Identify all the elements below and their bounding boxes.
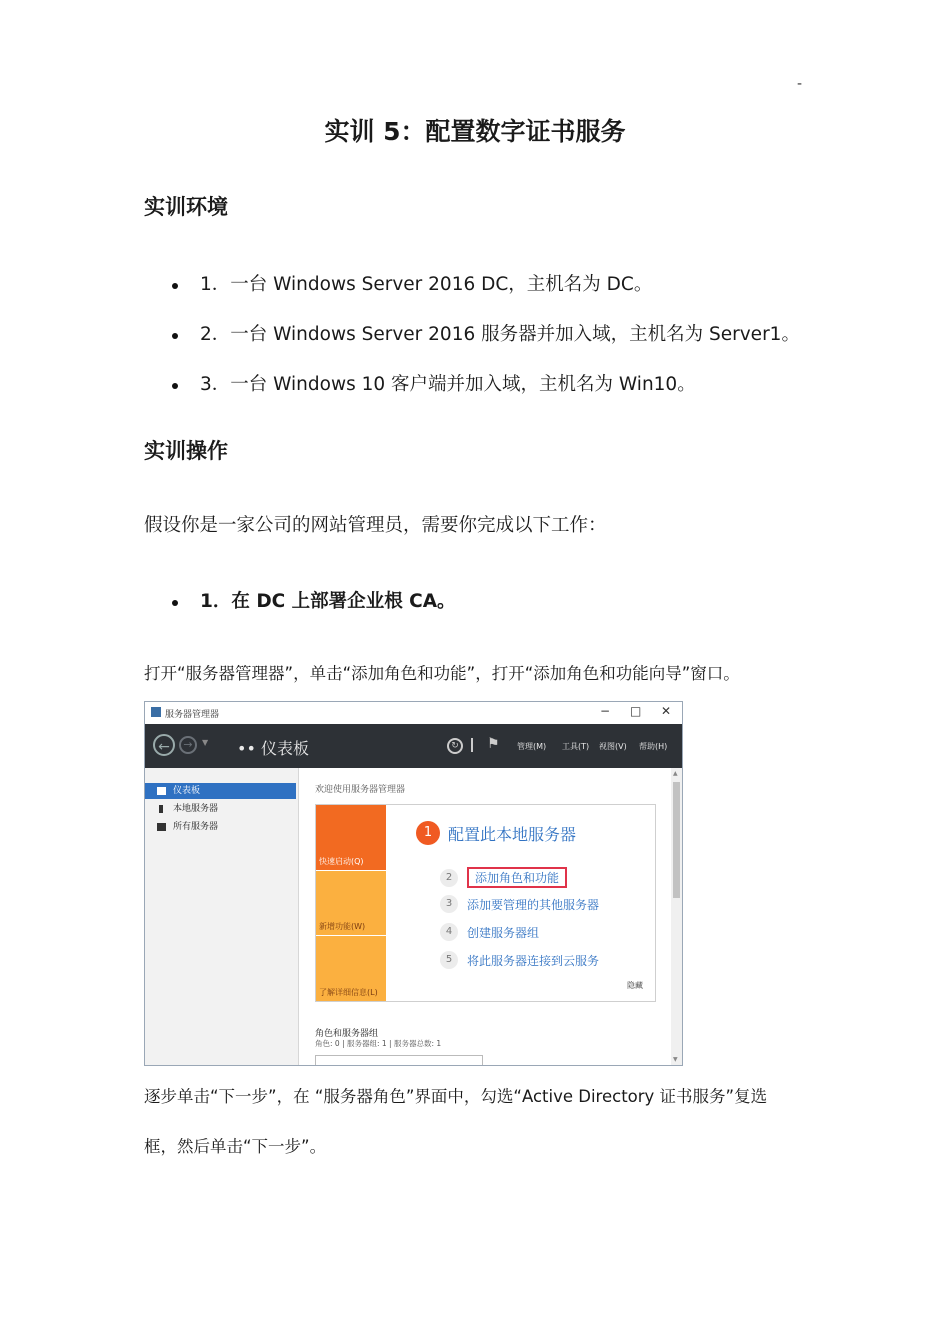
step-label: 添加要管理的其他服务器: [467, 897, 600, 912]
step-label: 添加角色和功能: [467, 867, 567, 888]
role-tile[interactable]: [315, 1055, 483, 1066]
sidebar-item-all-servers[interactable]: [145, 819, 296, 835]
list-item: [172, 270, 652, 296]
sidebar-item-label: 仪表板: [173, 786, 201, 796]
step-connect-cloud[interactable]: [440, 951, 599, 969]
server-manager-screenshot: [144, 701, 683, 1066]
list-item-text: 3．一台 Windows 10 客户端并加入域，主机名为 Win10。: [200, 374, 696, 395]
welcome-heading: 欢迎使用服务器管理器: [315, 785, 406, 795]
instruction-paragraph: 框，然后单击“下一步”。: [144, 1137, 327, 1156]
menu-tools[interactable]: 工具(T): [562, 742, 590, 751]
breadcrumb: •• 仪表板: [237, 739, 309, 758]
bullet-icon: [172, 283, 178, 289]
roles-summary: 角色: 0 | 服务器组: 1 | 服务器总数: 1: [315, 1039, 442, 1048]
bullet-icon: [172, 333, 178, 339]
intro-paragraph: 假设你是一家公司的网站管理员，需要你完成以下工作：: [144, 515, 607, 536]
window-titlebar: [145, 702, 682, 724]
step-configure-local-server[interactable]: [416, 821, 576, 845]
step-number: 4: [440, 923, 458, 941]
servers-icon: [157, 823, 166, 831]
step-number: 2: [440, 869, 458, 887]
scroll-up-icon[interactable]: ▲: [673, 770, 678, 777]
window-title: 服务器管理器: [165, 710, 220, 720]
sidebar-item-label: 本地服务器: [173, 804, 219, 814]
step-create-server-group[interactable]: [440, 923, 539, 941]
list-item: [172, 370, 696, 396]
roles-heading: 角色和服务器组: [315, 1029, 379, 1039]
scroll-down-icon[interactable]: ▼: [673, 1056, 678, 1063]
bullet-icon: [172, 383, 178, 389]
sidebar-item-local-server[interactable]: [145, 801, 296, 817]
back-arrow-icon[interactable]: ←: [153, 734, 175, 756]
sidebar-item-label: 所有服务器: [173, 822, 219, 832]
refresh-icon[interactable]: ↻: [447, 738, 463, 754]
sidebar: [145, 768, 299, 1065]
step-label: 将此服务器连接到云服务: [467, 953, 600, 968]
task-item: [172, 587, 456, 613]
step-number: 5: [440, 951, 458, 969]
flag-icon[interactable]: ⚑: [487, 736, 500, 752]
sidebar-item-dashboard[interactable]: [145, 783, 296, 799]
list-item: [172, 320, 800, 346]
step-number: 1: [416, 821, 440, 845]
tile-learn-more[interactable]: [316, 936, 386, 1001]
menu-view[interactable]: 视图(V): [599, 742, 627, 751]
chevron-down-icon[interactable]: ▼: [202, 738, 209, 747]
section-heading-operations: 实训操作: [144, 439, 228, 463]
dashboard-icon: [157, 787, 166, 795]
list-item-text: 1．一台 Windows Server 2016 DC，主机名为 DC。: [200, 274, 653, 295]
step-add-roles-features[interactable]: [440, 867, 567, 888]
hide-link[interactable]: 隐藏: [627, 981, 643, 990]
menu-help[interactable]: 帮助(H): [639, 742, 668, 751]
section-heading-environment: 实训环境: [144, 195, 228, 219]
instruction-paragraph: 逐步单击“下一步”，在 “服务器角色”界面中，勾选“Active Directory 证书服务”复选: [144, 1087, 768, 1106]
menu-manage[interactable]: 管理(M): [517, 742, 547, 751]
step-label: 配置此本地服务器: [448, 824, 577, 844]
divider: [471, 738, 473, 752]
step-number: 3: [440, 895, 458, 913]
minimize-button[interactable]: −: [600, 704, 611, 718]
task-item-text: 1．在 DC 上部署企业根 CA。: [200, 591, 456, 612]
tile-label: 新增功能(W): [319, 922, 366, 931]
maximize-button[interactable]: □: [630, 704, 642, 718]
forward-arrow-icon[interactable]: →: [179, 736, 197, 754]
bullet-icon: [172, 600, 178, 606]
corner-mark: -: [797, 76, 803, 92]
scrollbar[interactable]: [671, 768, 682, 1065]
list-item-text: 2．一台 Windows Server 2016 服务器并加入域，主机名为 Server1。: [200, 324, 800, 345]
document-title: 实训 5：配置数字证书服务: [324, 117, 626, 146]
scrollbar-thumb[interactable]: [673, 782, 680, 898]
tile-label: 了解详细信息(L): [319, 988, 378, 997]
step-add-servers[interactable]: [440, 895, 599, 913]
welcome-tile: [315, 804, 656, 1002]
instruction-paragraph: 打开“服务器管理器”，单击“添加角色和功能”，打开“添加角色和功能向导”窗口。: [144, 664, 740, 683]
navigation-bar: [145, 724, 682, 768]
step-label: 创建服务器组: [467, 925, 540, 940]
server-manager-icon: [151, 707, 161, 717]
tile-quick-start[interactable]: [316, 805, 386, 870]
tile-whats-new[interactable]: [316, 871, 386, 935]
tile-label: 快速启动(Q): [319, 857, 364, 866]
close-button[interactable]: ✕: [661, 704, 672, 718]
server-icon: [159, 805, 163, 813]
dashboard-content: [299, 768, 671, 1065]
